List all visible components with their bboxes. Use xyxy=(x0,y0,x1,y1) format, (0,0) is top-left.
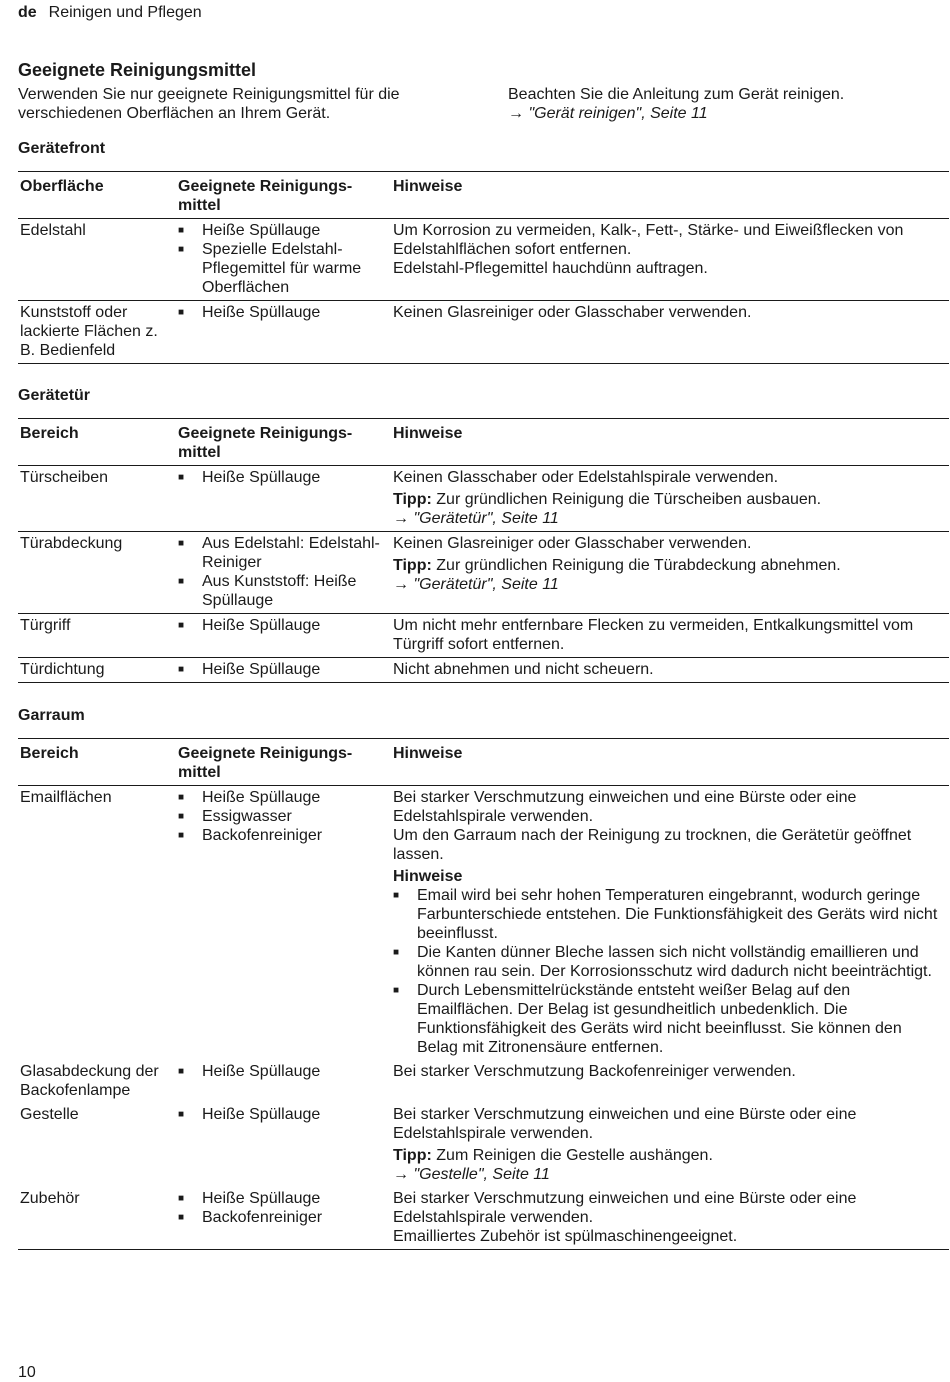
list-item: ■ Essigwasser xyxy=(178,807,387,826)
agents-cell xyxy=(176,532,391,614)
tip-body: Zur gründlichen Reinigung die Türscheiben ausbauen. xyxy=(436,491,822,508)
note-text: Bei starker Verschmutzung einweichen und eine Bürste oder eine Edelstahlspirale verwenden. xyxy=(393,789,857,825)
notes-cell xyxy=(391,658,949,683)
tip-text xyxy=(393,490,945,509)
note-text: Bei starker Verschmutzung einweichen und eine Bürste oder eine Edelstahlspirale verwenden. xyxy=(393,1190,857,1226)
notes-cell xyxy=(391,1187,949,1250)
note-text: Keinen Glasschaber oder Edelstahlspirale verwenden. xyxy=(393,469,779,486)
area-cell: Türgriff xyxy=(18,614,176,658)
tip-body: Zur gründlichen Reinigung die Türabdeckung abnehmen. xyxy=(436,557,841,574)
page-title: Geeignete Reinigungsmittel xyxy=(18,60,257,80)
tip-label: Tipp: xyxy=(393,557,432,574)
list-item: ■ Heiße Spüllauge xyxy=(178,1189,387,1208)
agents-cell xyxy=(176,301,391,364)
section-heading-front: Gerätefront xyxy=(18,140,106,157)
note-text: Nicht abnehmen und nicht scheuern. xyxy=(393,661,654,678)
column-header: Geeignete Reinigungs-mittel xyxy=(176,172,391,219)
list-item: ■ Heiße Spüllauge xyxy=(178,468,387,487)
area-cell: Gestelle xyxy=(20,1106,79,1123)
tip-label: Tipp: xyxy=(393,491,432,508)
door-table xyxy=(18,418,949,683)
list-item: ■ Spezielle Edelstahl-Pflegemittel für warme Oberflächen xyxy=(178,240,387,297)
list-item: ■ Backofenreiniger xyxy=(178,826,387,845)
notes-cell xyxy=(391,1060,949,1103)
list-item: ■ Die Kanten dünner Bleche lassen sich nicht vollständig emaillieren und können rau sein. Der Korrosionsschutz wird dadurch nicht beeinträchtigt. xyxy=(393,943,945,981)
list-item: ■ Heiße Spüllauge xyxy=(178,303,387,322)
cross-reference-link[interactable]: → "Gerätetür", Seite 11 xyxy=(393,510,559,527)
table-row xyxy=(18,1060,949,1103)
list-item: ■ Heiße Spüllauge xyxy=(178,221,387,240)
notes-cell xyxy=(391,466,949,532)
tip-text xyxy=(393,1146,945,1165)
list-item: ■ Aus Edelstahl: Edelstahl-Reiniger xyxy=(178,534,387,572)
area-cell: Türabdeckung xyxy=(18,532,176,614)
hints-heading: Hinweise xyxy=(393,868,463,885)
agents-cell xyxy=(176,658,391,683)
agents-cell xyxy=(176,786,391,1061)
cross-reference-link[interactable]: → "Gerätetür", Seite 11 xyxy=(393,576,559,593)
cavity-table xyxy=(18,738,949,1250)
cross-reference-link[interactable]: → "Gestelle", Seite 11 xyxy=(393,1166,550,1183)
agents-cell xyxy=(176,466,391,532)
list-item: ■ Email wird bei sehr hohen Temperaturen eingebrannt, wodurch geringe Farbunterschiede entstehen. Die Funktionsfähigkeit des Geräts wird nicht beeinflusst. xyxy=(393,886,945,943)
area-cell: Zubehör xyxy=(18,1187,176,1250)
table-row xyxy=(18,658,949,683)
list-item: ■ Heiße Spüllauge xyxy=(178,788,387,807)
list-item: ■ Durch Lebensmittelrückstände entsteht weißer Belag auf den Emailflächen. Der Belag ist gesundheitlich unbedenklich. Die Funktionsfähigkeit des Geräts wird nicht beeinflusst. Sie können den Belag mit Zitronensäure entfernen. xyxy=(393,981,945,1057)
intro-note: Beachten Sie die Anleitung zum Gerät reinigen. xyxy=(508,86,845,103)
notes-cell xyxy=(391,219,949,301)
note-text: Bei starker Verschmutzung Backofenreiniger verwenden. xyxy=(393,1063,796,1080)
language-code: de xyxy=(18,4,37,21)
tip-label: Tipp: xyxy=(393,1147,432,1164)
running-header xyxy=(18,3,202,22)
agents-cell xyxy=(176,1187,391,1250)
agents-cell xyxy=(176,1060,391,1103)
notes-cell xyxy=(391,786,949,1061)
agents-cell xyxy=(176,614,391,658)
intro-text: Verwenden Sie nur geeignete Reinigungsmittel für die verschiedenen Oberflächen an Ihrem Gerät. xyxy=(18,86,400,122)
column-header: Hinweise xyxy=(391,172,949,219)
table-header-row xyxy=(18,739,949,786)
list-item: ■ Heiße Spüllauge xyxy=(178,660,387,679)
table-row xyxy=(18,786,949,1061)
intro-reference xyxy=(508,85,938,123)
area-cell: Glasabdeckung der Backofenlampe xyxy=(20,1063,159,1099)
list-item: ■ Backofenreiniger xyxy=(178,1208,387,1227)
table-row xyxy=(18,466,949,532)
table-row xyxy=(18,532,949,614)
area-cell: Kunststoff oder lackierte Flächen z. B. Bedienfeld xyxy=(18,301,176,364)
note-text: Emailliertes Zubehör ist spülmaschinengeeignet. xyxy=(393,1228,738,1245)
area-cell: Türdichtung xyxy=(18,658,176,683)
column-header: Bereich xyxy=(18,419,176,466)
list-item: ■ Heiße Spüllauge xyxy=(178,616,387,635)
section-heading-cavity: Garraum xyxy=(18,707,85,724)
tip-body: Zum Reinigen die Gestelle aushängen. xyxy=(436,1147,713,1164)
column-header: Geeignete Reinigungs-mittel xyxy=(176,419,391,466)
agents-cell xyxy=(176,1103,391,1187)
notes-cell xyxy=(391,532,949,614)
note-text: Um Korrosion zu vermeiden, Kalk-, Fett-, Stärke- und Eiweißflecken von Edelstahlflächen sofort entfernen. xyxy=(393,222,904,258)
tip-text xyxy=(393,556,945,575)
table-row xyxy=(18,1103,949,1187)
column-header: Bereich xyxy=(18,739,176,786)
note-text: Edelstahl-Pflegemittel hauchdünn auftragen. xyxy=(393,260,708,277)
table-row xyxy=(18,301,949,364)
notes-cell xyxy=(391,301,949,364)
agents-cell xyxy=(176,219,391,301)
column-header: Hinweise xyxy=(391,739,949,786)
table-row xyxy=(18,614,949,658)
front-table xyxy=(18,171,949,364)
notes-cell xyxy=(391,1103,949,1187)
notes-cell xyxy=(391,614,949,658)
table-row xyxy=(18,219,949,301)
section-title: Reinigen und Pflegen xyxy=(48,4,202,21)
area-cell: Emailflächen xyxy=(20,789,112,806)
table-header-row xyxy=(18,419,949,466)
column-header: Geeignete Reinigungs-mittel xyxy=(176,739,391,786)
table-row xyxy=(18,1187,949,1250)
cross-reference-link[interactable]: → "Gerät reinigen", Seite 11 xyxy=(508,105,708,122)
note-text: Um den Garraum nach der Reinigung zu trocknen, die Gerätetür geöffnet lassen. xyxy=(393,827,912,863)
note-text: Um nicht mehr entfernbare Flecken zu vermeiden, Entkalkungsmittel vom Türgriff sofort entfernen. xyxy=(393,617,914,653)
area-cell: Türscheiben xyxy=(18,466,176,532)
area-cell: Edelstahl xyxy=(18,219,176,301)
table-header-row xyxy=(18,172,949,219)
column-header: Oberfläche xyxy=(18,172,176,219)
column-header: Hinweise xyxy=(391,419,949,466)
list-item: ■ Heiße Spüllauge xyxy=(178,1105,387,1124)
note-text: Keinen Glasreiniger oder Glasschaber verwenden. xyxy=(393,304,752,321)
list-item: ■ Aus Kunststoff: Heiße Spüllauge xyxy=(178,572,387,610)
page-number: 10 xyxy=(18,1364,36,1381)
note-text: Keinen Glasreiniger oder Glasschaber verwenden. xyxy=(393,535,752,552)
list-item: ■ Heiße Spüllauge xyxy=(178,1062,387,1081)
note-text: Bei starker Verschmutzung einweichen und eine Bürste oder eine Edelstahlspirale verwenden. xyxy=(393,1106,857,1142)
section-heading-door: Gerätetür xyxy=(18,387,91,404)
